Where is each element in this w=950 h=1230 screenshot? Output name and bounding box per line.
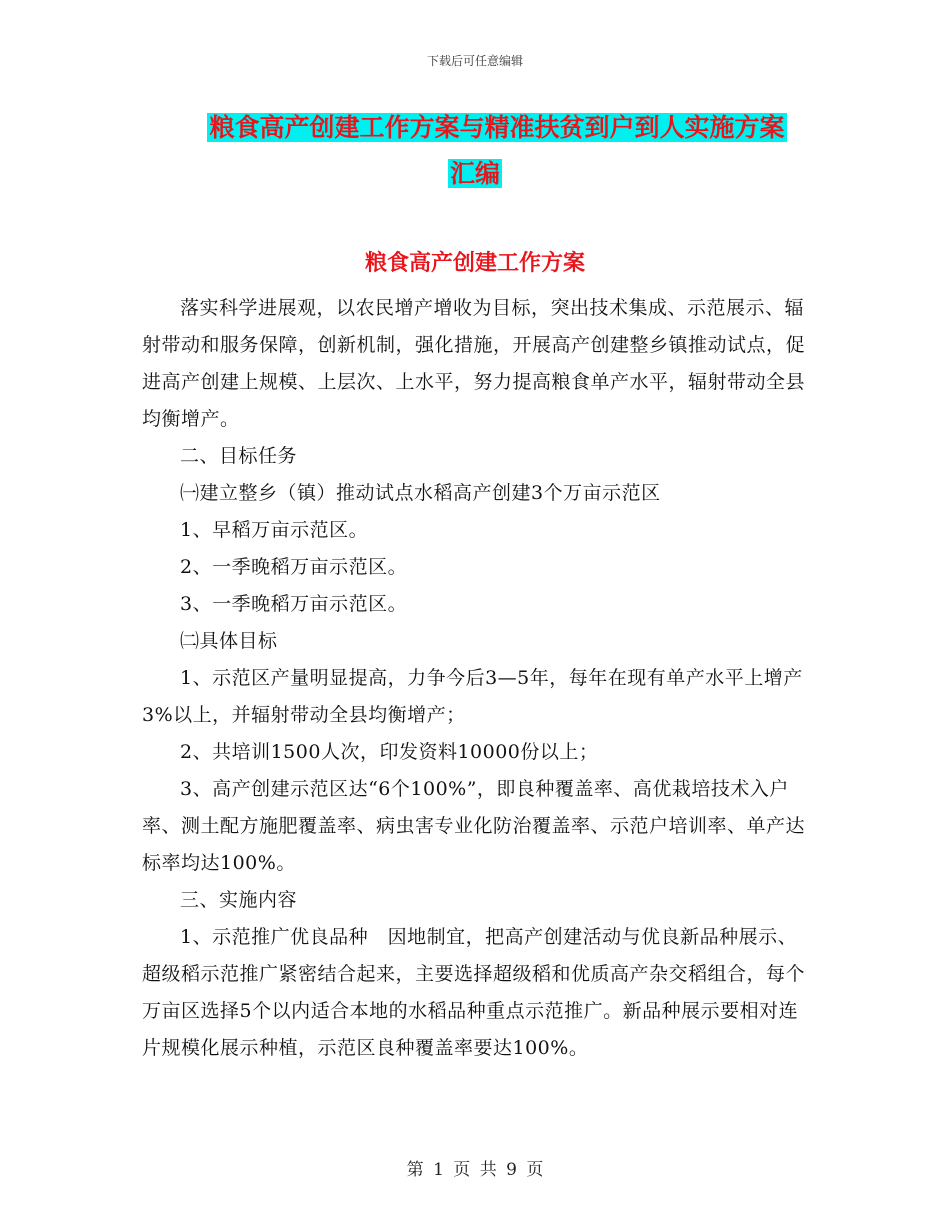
paragraph: 3、一季晚稻万亩示范区。 — [180, 593, 408, 615]
document-title-line-1 — [22, 110, 950, 146]
paragraph: 3、高产创建示范区达“6个100%”，即良种覆盖率、高优栽培技术入户率、测土配方施肥覆盖率、病虫害专业化防治覆盖率、示范户培训率、单产达标率均达100%。 — [142, 778, 806, 874]
document-body — [142, 290, 808, 1067]
paragraph: 1、示范推广优良品种 因地制宜，把高产创建活动与优良新品种展示、超级稻示范推广紧密结合起来，主要选择超级稻和优质高产杂交稻组合，每个万亩区选择5个以内适合本地的水稻品种重点示范推广。新品种展示要相对连片规模化展示种植，示范区良种覆盖率要达100%。 — [142, 926, 806, 1059]
page-header-note: 下载后可任意编辑 — [426, 54, 523, 68]
document-title-line-2 — [0, 156, 950, 192]
paragraph: ㈠建立整乡（镇）推动试点水稻高产创建3个万亩示范区 — [180, 482, 661, 504]
paragraph: 三、实施内容 — [180, 889, 298, 911]
paragraph: 1、早稻万亩示范区。 — [180, 519, 369, 541]
paragraph: 二、目标任务 — [180, 445, 298, 467]
section-title: 粮食高产创建工作方案 — [364, 251, 585, 276]
page-number-footer: 第 1 页 共 9 页 — [406, 1160, 544, 1180]
paragraph: ㈡具体目标 — [180, 630, 278, 652]
document-title-text-1: 粮食高产创建工作方案与精准扶贫到户到人实施方案 — [209, 113, 785, 142]
paragraph: 2、一季晚稻万亩示范区。 — [180, 556, 408, 578]
paragraph: 1、示范区产量明显提高，力争今后3—5年，每年在现有单产水平上增产3%以上，并辐射带动全县均衡增产； — [142, 667, 803, 726]
paragraph: 2、共培训1500人次，印发资料10000份以上； — [180, 741, 599, 763]
document-title-text-2: 汇编 — [449, 159, 500, 188]
paragraph: 落实科学进展观，以农民增产增收为目标，突出技术集成、示范展示、辐射带动和服务保障，创新机制，强化措施，开展高产创建整乡镇推动试点，促进高产创建上规模、上层次、上水平，努力提高粮食单产水平，辐射带动全县均衡增产。 — [142, 297, 806, 430]
